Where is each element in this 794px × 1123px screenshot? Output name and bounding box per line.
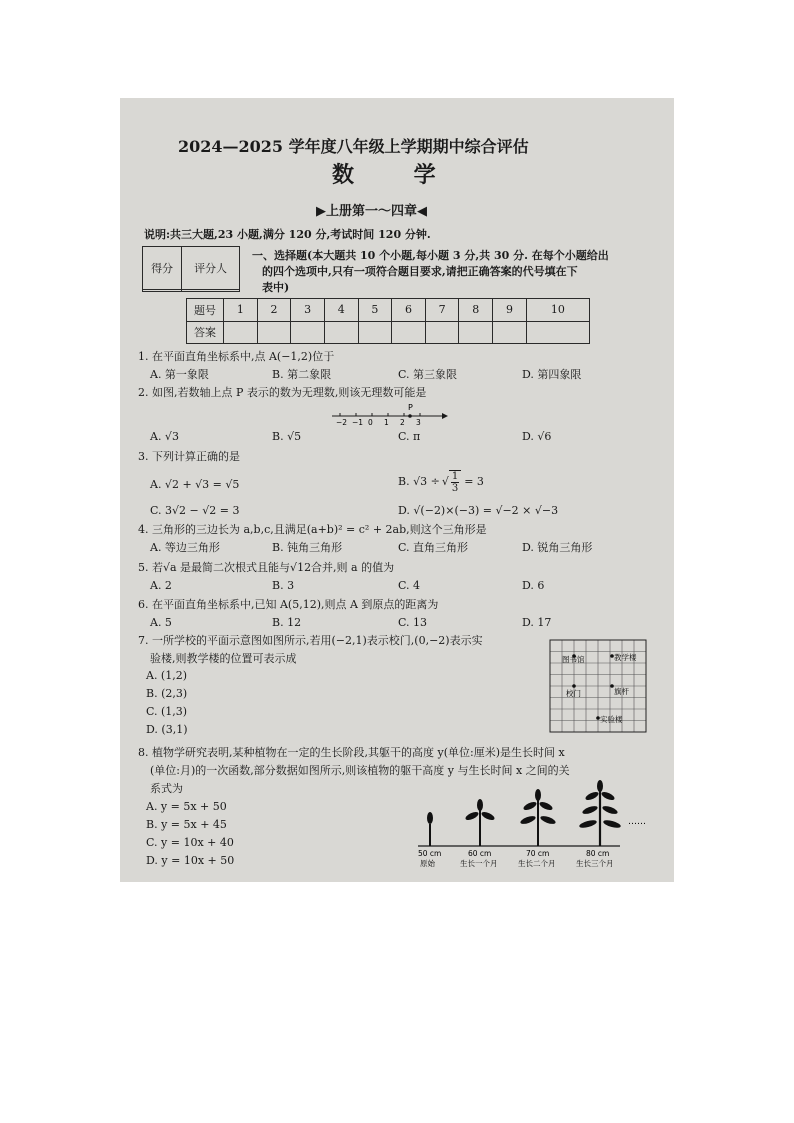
question-number-cell: 3 bbox=[291, 299, 325, 322]
answer-cell[interactable] bbox=[224, 321, 258, 344]
plant-month-3 bbox=[579, 780, 622, 846]
question-number-cell: 2 bbox=[257, 299, 291, 322]
section1-heading bbox=[252, 248, 609, 296]
section1-line1: 一、选择题(本大题共 10 个小题,每小题 3 分,共 30 分. 在每个小题给出 bbox=[252, 249, 609, 262]
q6-option-d: D. 17 bbox=[522, 616, 552, 629]
answer-cell[interactable] bbox=[358, 321, 392, 344]
question-number-cell: 6 bbox=[392, 299, 426, 322]
instructions: 说明:共三大题,23 小题,满分 120 分,考试时间 120 分钟. bbox=[144, 228, 431, 241]
q1-option-d: D. 第四象限 bbox=[522, 368, 582, 381]
question-number-cell: 5 bbox=[358, 299, 392, 322]
question-number-cell: 9 bbox=[493, 299, 527, 322]
question-number-cell: 10 bbox=[526, 299, 589, 322]
gate-label: 校门 bbox=[566, 689, 581, 698]
plant-original bbox=[427, 812, 433, 846]
plant-1-label: 生长一个月 bbox=[460, 859, 498, 868]
q3-option-a: A. √2 + √3 = √5 bbox=[150, 478, 240, 491]
q5-option-d: D. 6 bbox=[522, 579, 545, 592]
fraction-denominator: 3 bbox=[451, 483, 459, 494]
lab-building-label: 实验楼 bbox=[600, 715, 623, 724]
plant-0-label: 原始 bbox=[420, 859, 435, 868]
q1-option-a: A. 第一象限 bbox=[150, 368, 209, 381]
q8-option-b: B. y = 5x + 45 bbox=[146, 818, 227, 831]
q3-option-b-suffix: = 3 bbox=[464, 475, 484, 488]
q7-option-b: B. (2,3) bbox=[146, 687, 188, 700]
q8-option-a: A. y = 5x + 50 bbox=[146, 800, 227, 813]
q1-option-b: B. 第二象限 bbox=[272, 368, 332, 381]
plant-0-height: 50 cm bbox=[418, 849, 442, 858]
question-number-cell: 4 bbox=[324, 299, 358, 322]
q2-option-a: A. √3 bbox=[150, 430, 179, 443]
exam-title: 2024—2025 学年度八年级上学期期中综合评估 bbox=[178, 137, 529, 156]
answer-table bbox=[186, 298, 590, 344]
q2-number-line bbox=[330, 402, 450, 428]
q6-option-b: B. 12 bbox=[272, 616, 302, 629]
q8-stem-line3: 系式为 bbox=[150, 782, 183, 795]
q8-stem-line2: (单位:月)的一次函数,部分数据如图所示,则该植物的躯干高度 y 与生长时间 x 之间的关 bbox=[150, 764, 570, 777]
plant-2-label: 生长二个月 bbox=[518, 859, 556, 868]
q6-option-a: A. 5 bbox=[150, 616, 172, 629]
q6-option-c: C. 13 bbox=[398, 616, 428, 629]
q4-option-c: C. 直角三角形 bbox=[398, 541, 469, 554]
q2-option-c: C. π bbox=[398, 430, 421, 443]
school-map bbox=[550, 640, 646, 732]
q8-option-d: D. y = 10x + 50 bbox=[146, 854, 235, 867]
q2-stem: 2. 如图,若数轴上点 P 表示的数为无理数,则该无理数可能是 bbox=[138, 386, 427, 399]
grader-label: 评分人 bbox=[182, 247, 240, 290]
library-label: 图书馆 bbox=[562, 655, 585, 664]
answer-cell[interactable] bbox=[526, 321, 589, 344]
plant-3-label: 生长三个月 bbox=[576, 859, 614, 868]
axis-tick-label: −2 bbox=[336, 418, 348, 427]
q8-option-c: C. y = 10x + 40 bbox=[146, 836, 234, 849]
flagpole-label: 旗杆 bbox=[614, 687, 629, 696]
plant-month-2 bbox=[519, 789, 556, 846]
section1-line3: 表中) bbox=[262, 281, 290, 294]
score-cell[interactable] bbox=[143, 289, 182, 292]
answer-cell[interactable] bbox=[425, 321, 459, 344]
answer-cell[interactable] bbox=[324, 321, 358, 344]
gate-point bbox=[572, 684, 576, 688]
q3-option-c: C. 3√2 − √2 = 3 bbox=[150, 504, 240, 517]
q1-stem: 1. 在平面直角坐标系中,点 A(−1,2)位于 bbox=[138, 350, 335, 363]
answer-cell[interactable] bbox=[291, 321, 325, 344]
q4-stem: 4. 三角形的三边长为 a,b,c,且满足(a+b)² = c² + 2ab,则这个三角形是 bbox=[138, 523, 487, 536]
teaching-building-label: 教学楼 bbox=[614, 653, 637, 662]
q4-option-b: B. 钝角三角形 bbox=[272, 541, 343, 554]
q6-stem: 6. 在平面直角坐标系中,已知 A(5,12),则点 A 到原点的距离为 bbox=[138, 598, 439, 611]
axis-tick-label: 1 bbox=[384, 418, 389, 427]
q7-option-a: A. (1,2) bbox=[146, 669, 188, 682]
q3-option-b: B. √3 ÷ √ $\frac{1}{3}$ = 3 bbox=[398, 471, 484, 494]
score-label: 得分 bbox=[143, 247, 182, 290]
q2-option-b: B. √5 bbox=[272, 430, 302, 443]
score-box bbox=[142, 246, 240, 292]
plant-2-height: 70 cm bbox=[526, 849, 550, 858]
subject-title: 数 学 bbox=[332, 162, 462, 188]
continuation-ellipsis: …… bbox=[628, 817, 646, 827]
section1-line2: 的四个选项中,只有一项符合题目要求,请把正确答案的代号填在下 bbox=[262, 265, 578, 278]
grader-cell[interactable] bbox=[182, 289, 240, 292]
question-number-cell: 8 bbox=[459, 299, 493, 322]
plant-growth-figure bbox=[414, 784, 654, 876]
point-p bbox=[408, 414, 412, 418]
q7-stem-line1: 7. 一所学校的平面示意图如图所示,若用(−2,1)表示校门,(0,−2)表示实 bbox=[138, 634, 483, 647]
answer-cell[interactable] bbox=[392, 321, 426, 344]
q2-option-d: D. √6 bbox=[522, 430, 552, 443]
q5-option-c: C. 4 bbox=[398, 579, 421, 592]
question-number-cell: 7 bbox=[425, 299, 459, 322]
q8-stem-line1: 8. 植物学研究表明,某种植物在一定的生长阶段,其躯干的高度 y(单位:厘米)是生长时间 x bbox=[138, 746, 565, 759]
q3-option-d: D. √(−2)×(−3) = √−2 × √−3 bbox=[398, 504, 559, 517]
plant-1-height: 60 cm bbox=[468, 849, 492, 858]
q1-option-c: C. 第三象限 bbox=[398, 368, 458, 381]
point-p-label: P bbox=[408, 403, 413, 412]
plant-month-1 bbox=[464, 799, 495, 846]
scope-banner: ▶上册第一～四章◀ bbox=[316, 204, 427, 219]
row-label-number: 题号 bbox=[187, 299, 224, 322]
answer-cell[interactable] bbox=[257, 321, 291, 344]
exam-paper bbox=[120, 98, 674, 882]
q5-option-a: A. 2 bbox=[150, 579, 172, 592]
axis-tick-label: 2 bbox=[400, 418, 405, 427]
plant-3-height: 80 cm bbox=[586, 849, 610, 858]
q3-fraction bbox=[449, 470, 461, 494]
q7-stem-line2: 验楼,则教学楼的位置可表示成 bbox=[150, 652, 297, 665]
q7-option-c: C. (1,3) bbox=[146, 705, 188, 718]
question-number-cell: 1 bbox=[224, 299, 258, 322]
q5-stem: 5. 若√a 是最简二次根式且能与√12合并,则 a 的值为 bbox=[138, 561, 395, 574]
q4-option-a: A. 等边三角形 bbox=[150, 541, 220, 554]
q4-option-d: D. 锐角三角形 bbox=[522, 541, 593, 554]
axis-tick-label: 0 bbox=[368, 418, 373, 427]
fraction-numerator: 1 bbox=[451, 471, 459, 482]
answer-cell[interactable] bbox=[493, 321, 527, 344]
axis-tick-label: 3 bbox=[416, 418, 421, 427]
axis-tick-label: −1 bbox=[352, 418, 364, 427]
q3-stem: 3. 下列计算正确的是 bbox=[138, 450, 240, 463]
q7-option-d: D. (3,1) bbox=[146, 723, 188, 736]
q3-option-b-prefix: B. √3 ÷ bbox=[398, 475, 440, 488]
row-label-answer: 答案 bbox=[187, 321, 224, 344]
q5-option-b: B. 3 bbox=[272, 579, 295, 592]
answer-cell[interactable] bbox=[459, 321, 493, 344]
